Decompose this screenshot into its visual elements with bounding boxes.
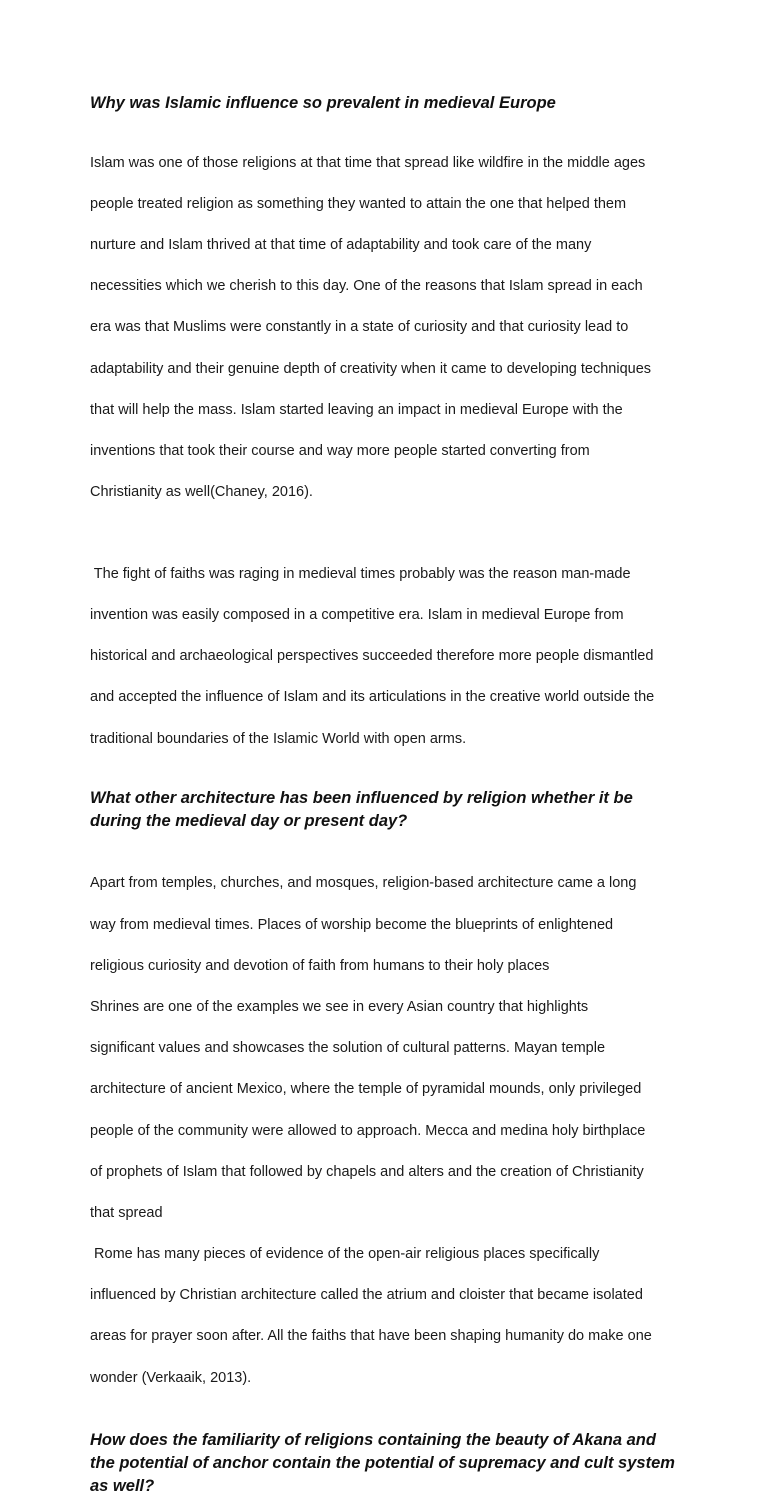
text-line: Christianity as well(Chaney, 2016). [90,484,313,501]
heading-line: What other architecture has been influenced by religion whether it be [90,788,633,807]
text-line: Rome has many pieces of evidence of the open-air religious places specifically [90,1246,600,1263]
heading-familiarity-of-religions [90,1429,690,1498]
paragraph-architecture [90,853,690,1409]
text-line: and accepted the influence of Islam and its articulations in the creative world outside the [90,689,655,706]
text-line: areas for prayer soon after. All the faiths that have been shaping humanity do make one [90,1328,652,1345]
text-line: The fight of faiths was raging in medieval times probably was the reason man-made [90,565,631,582]
text-line: Apart from temples, churches, and mosques, religion-based architecture came a long [90,875,637,892]
text-line: significant values and showcases the solution of cultural patterns. Mayan temple [90,1040,606,1057]
text-line: influenced by Christian architecture called the atrium and cloister that became isolated [90,1287,643,1304]
text-line: invention was easily composed in a competitive era. Islam in medieval Europe from [90,607,624,624]
text-line: people treated religion as something they wanted to attain the one that helped them [90,195,627,212]
heading-line: during the medieval day or present day? [90,811,408,830]
heading-line: How does the familiarity of religions containing the beauty of Akana and [90,1430,656,1449]
text-line: inventions that took their course and way more people started converting from [90,442,590,459]
text-line: Shrines are one of the examples we see in every Asian country that highlights [90,998,589,1015]
text-line: that will help the mass. Islam started leaving an impact in medieval Europe with the [90,401,623,418]
text-line: wonder (Verkaaik, 2013). [90,1369,252,1386]
text-line: that spread [90,1204,163,1221]
text-line: architecture of ancient Mexico, where the temple of pyramidal mounds, only privileged [90,1081,642,1098]
paragraph-islam-spread [90,132,690,523]
text-line: historical and archaeological perspectives succeeded therefore more people dismantled [90,648,654,665]
heading-line: as well? [90,1476,155,1495]
text-line: Islam was one of those religions at that time that spread like wildfire in the middle ages [90,154,646,171]
text-line: people of the community were allowed to approach. Mecca and medina holy birthplace [90,1122,646,1139]
text-line: religious curiosity and devotion of faith from humans to their holy places [90,957,550,974]
text-line: traditional boundaries of the Islamic World with open arms. [90,730,467,747]
heading-islamic-influence: Why was Islamic influence so prevalent in medieval Europe [90,94,556,112]
text-line: nurture and Islam thrived at that time of adaptability and took care of the many [90,236,592,253]
paragraph-fight-of-faiths [90,543,690,770]
text-line: necessities which we cherish to this day. One of the reasons that Islam spread in each [90,278,643,295]
text-line: way from medieval times. Places of worship become the blueprints of enlightened [90,916,614,933]
heading-line: the potential of anchor contain the potential of supremacy and cult system [90,1453,675,1472]
heading-religious-architecture [90,787,690,833]
text-line: of prophets of Islam that followed by chapels and alters and the creation of Christianity [90,1163,644,1180]
text-line: adaptability and their genuine depth of creativity when it came to developing techniques [90,360,652,377]
document-page [90,92,690,1498]
text-line: era was that Muslims were constantly in a state of curiosity and that curiosity lead to [90,319,629,336]
